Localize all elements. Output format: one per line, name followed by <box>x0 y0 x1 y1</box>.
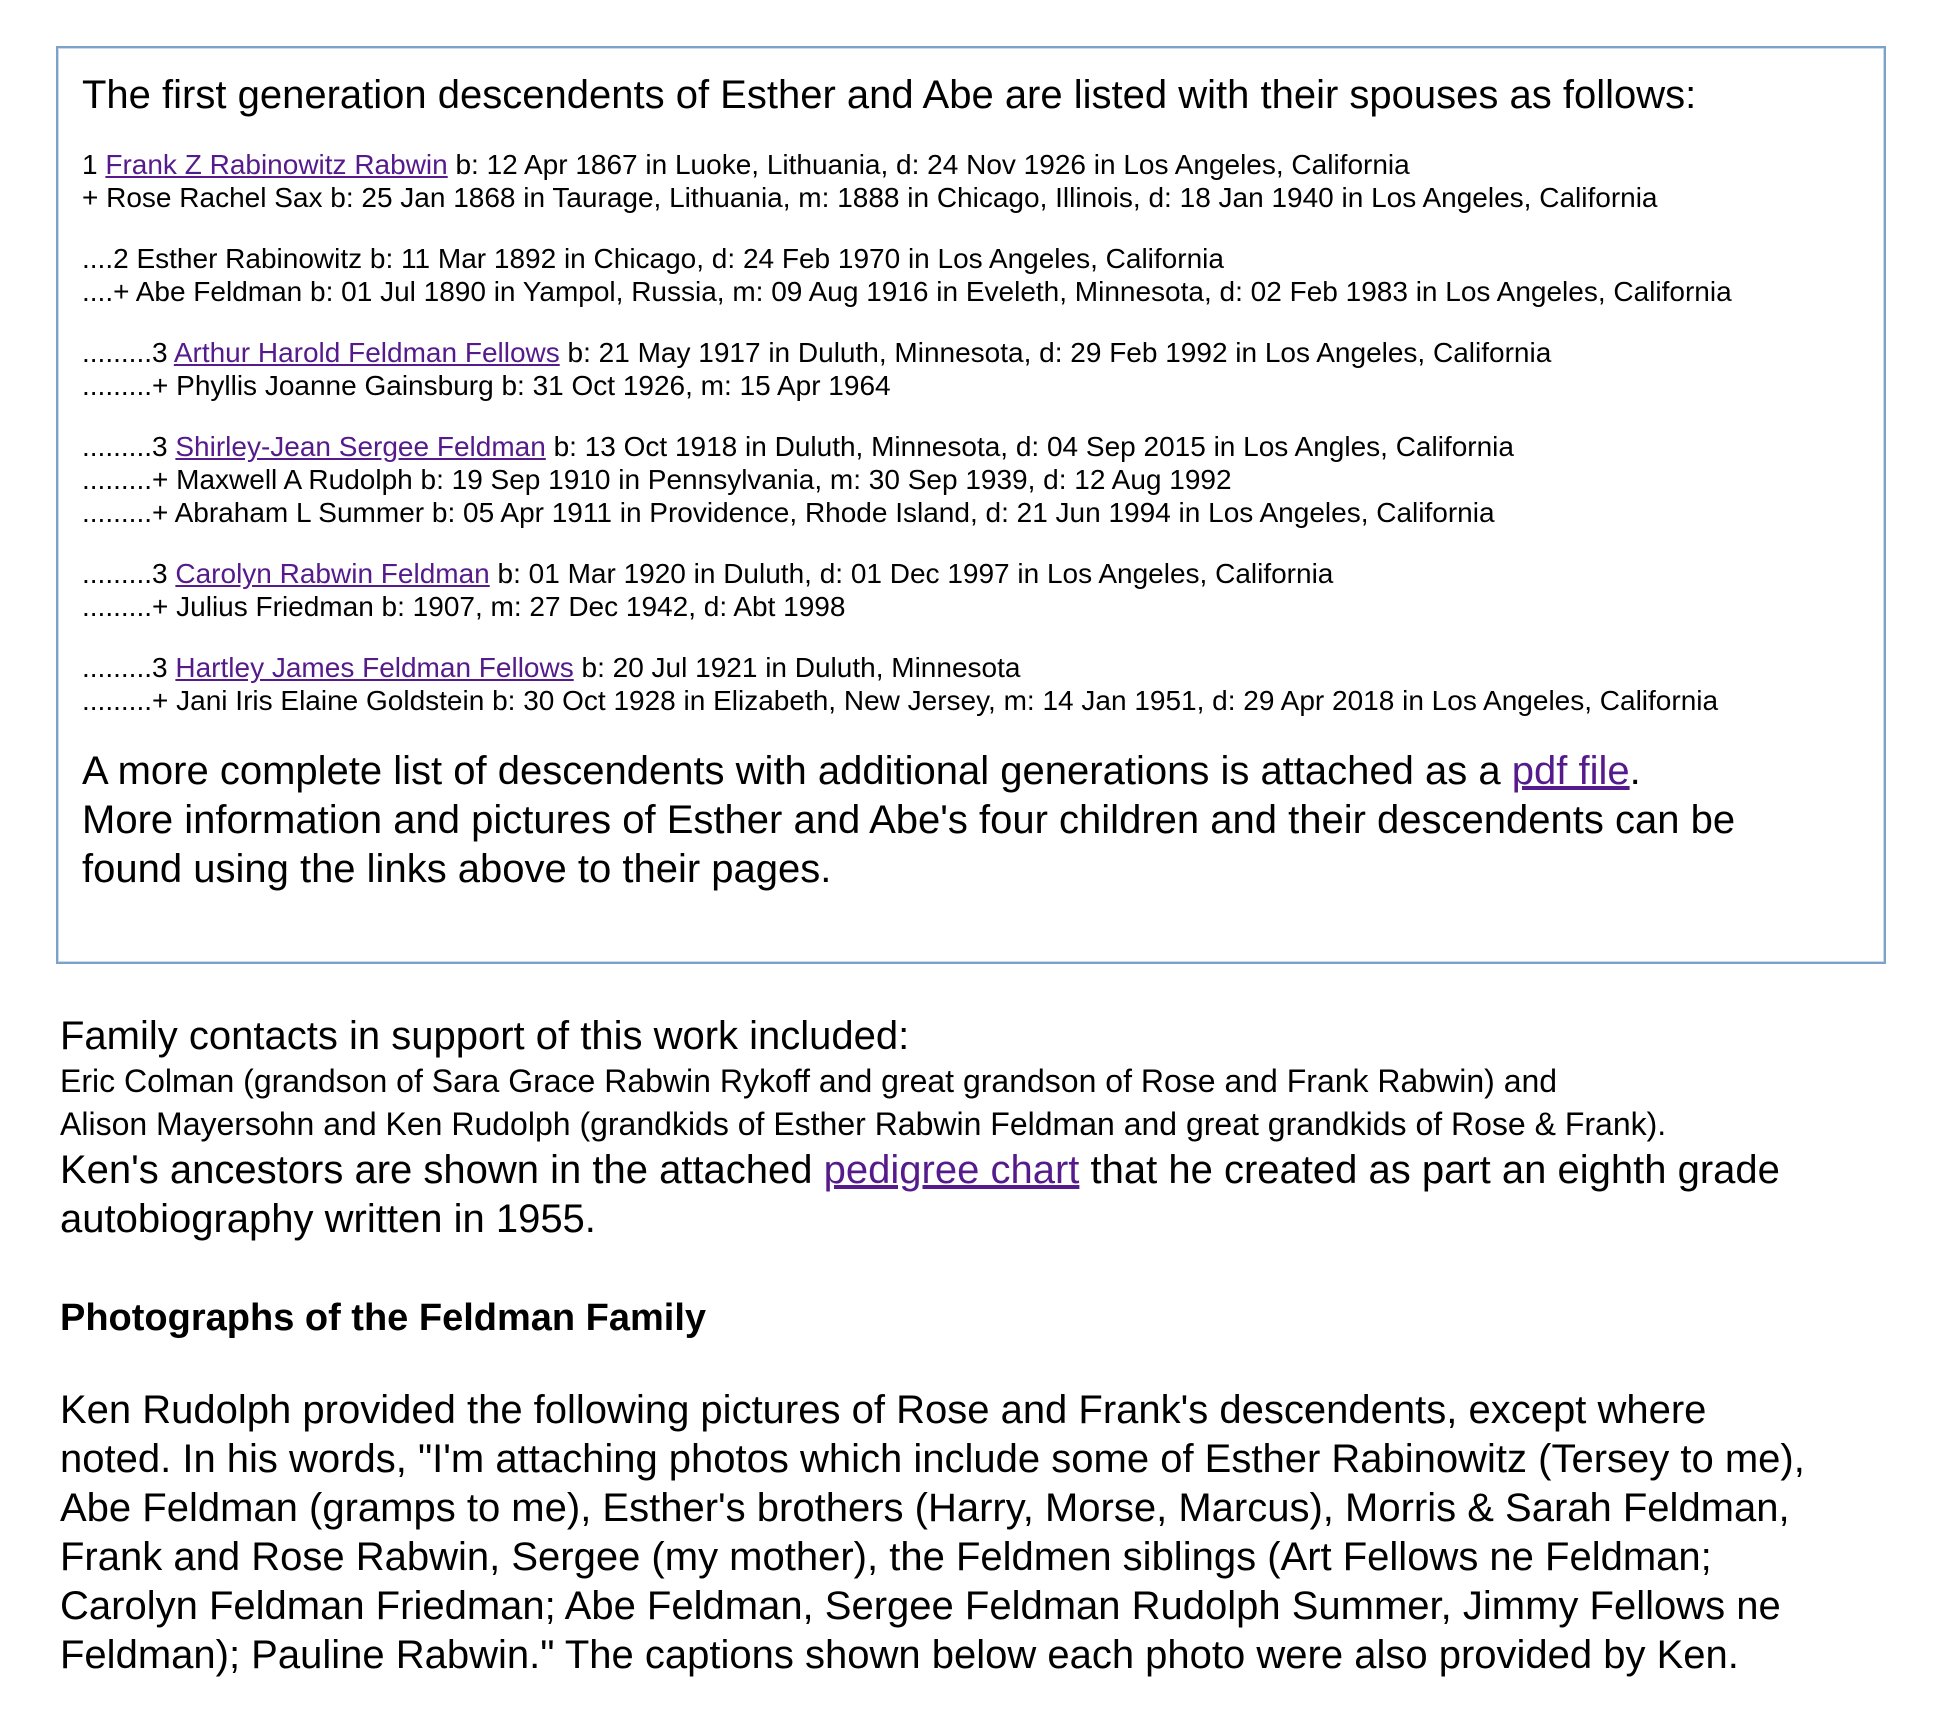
ancestors-text-after: that he created as part an eighth grade <box>1079 1148 1780 1192</box>
spouse-line: + Rose Rachel Sax b: 25 Jan 1868 in Taurage, Lithuania, m: 1888 in Chicago, Illinois, d: 18 Jan 1940 in Los Angeles, California <box>82 182 1658 213</box>
more-info-text: A more complete list of descendents with additional generations is attached as a <box>82 749 1512 793</box>
link-carolyn-feldman[interactable]: Carolyn Rabwin Feldman <box>175 558 490 589</box>
contacts-line-2: Alison Mayersohn and Ken Rudolph (grandkids of Esther Rabwin Feldman and great grandkids of Rose & Frank). <box>60 1106 1667 1142</box>
photos-paragraph <box>60 1386 1913 1680</box>
spouse-line: .........+ Abraham L Summer b: 05 Apr 1911 in Providence, Rhode Island, d: 21 Jun 1994 in Los Angeles, California <box>82 497 1495 528</box>
entry-frank <box>82 148 1864 214</box>
generation-prefix: .........3 <box>82 337 174 368</box>
spouse-line: .........+ Phyllis Joanne Gainsburg b: 31 Oct 1926, m: 15 Apr 1964 <box>82 370 891 401</box>
descendent-line <box>82 336 1864 369</box>
photos-paragraph-line: noted. In his words, "I'm attaching photos which include some of Esther Rabinowitz (Tersey to me), <box>60 1437 1805 1481</box>
generation-prefix: .........3 <box>82 558 176 589</box>
spouse-line: .........+ Jani Iris Elaine Goldstein b: 30 Oct 1928 in Elizabeth, New Jersey, m: 14 Jan 1951, d: 29 Apr 2018 in Los Angeles, California <box>82 685 1719 716</box>
more-info-line <box>82 747 1864 796</box>
ancestors-paragraph <box>60 1146 1913 1244</box>
descendent-details: b: 01 Mar 1920 in Duluth, d: 01 Dec 1997 in Los Angeles, California <box>489 558 1334 589</box>
descendent-line <box>82 148 1864 181</box>
descendent-line <box>82 430 1864 463</box>
more-info-line-3: found using the links above to their pages. <box>82 847 832 891</box>
spouse-line: ....+ Abe Feldman b: 01 Jul 1890 in Yampol, Russia, m: 09 Aug 1916 in Eveleth, Minnesota, d: 02 Feb 1983 in Los Angeles, California <box>82 276 1732 307</box>
entry-shirley <box>82 430 1864 529</box>
more-info-line-2: More information and pictures of Esther and Abe's four children and their descendents can be <box>82 798 1736 842</box>
descendent-details: b: 13 Oct 1918 in Duluth, Minnesota, d: 04 Sep 2015 in Los Angles, California <box>545 431 1514 462</box>
ancestors-line <box>60 1146 1913 1195</box>
photos-paragraph-line: Abe Feldman (gramps to me), Esther's brothers (Harry, Morse, Marcus), Morris & Sarah Feldman, <box>60 1486 1790 1530</box>
descendents-box <box>56 46 1886 964</box>
entry-hartley <box>82 651 1864 717</box>
descendent-details: b: 12 Apr 1867 in Luoke, Lithuania, d: 24 Nov 1926 in Los Angeles, California <box>447 149 1410 180</box>
more-info-paragraph <box>82 747 1864 894</box>
contacts-heading: Family contacts in support of this work included: <box>60 1014 910 1058</box>
link-shirley-feldman[interactable]: Shirley-Jean Sergee Feldman <box>175 431 546 462</box>
photos-paragraph-line: Feldman); Pauline Rabwin." The captions shown below each photo were also provided by Ken. <box>60 1633 1739 1677</box>
photos-paragraph-line: Carolyn Feldman Friedman; Abe Feldman, Sergee Feldman Rudolph Summer, Jimmy Fellows ne <box>60 1584 1781 1628</box>
link-frank-rabwin[interactable]: Frank Z Rabinowitz Rabwin <box>105 149 448 180</box>
pedigree-chart-link[interactable]: pedigree chart <box>823 1148 1080 1192</box>
pdf-file-link[interactable]: pdf file <box>1511 749 1630 793</box>
descendent-line <box>82 557 1864 590</box>
entry-esther <box>82 242 1864 308</box>
ancestors-line-2: autobiography written in 1955. <box>60 1197 596 1241</box>
link-hartley-fellows[interactable]: Hartley James Feldman Fellows <box>175 652 574 683</box>
ancestors-text: Ken's ancestors are shown in the attached <box>60 1148 824 1192</box>
photos-paragraph-line: Ken Rudolph provided the following pictures of Rose and Frank's descendents, except where <box>60 1388 1707 1432</box>
photos-heading: Photographs of the Feldman Family <box>60 1297 707 1339</box>
entry-arthur <box>82 336 1864 402</box>
spouse-line: .........+ Maxwell A Rudolph b: 19 Sep 1910 in Pennsylvania, m: 30 Sep 1939, d: 12 Aug 1992 <box>82 464 1232 495</box>
main-content <box>60 1012 1913 1680</box>
intro-text: The first generation descendents of Esther and Abe are listed with their spouses as follows: <box>82 73 1697 117</box>
descendent-details: b: 20 Jul 1921 in Duluth, Minnesota <box>573 652 1021 683</box>
contacts-line-1: Eric Colman (grandson of Sara Grace Rabwin Rykoff and great grandson of Rose and Frank Rabwin) and <box>60 1063 1558 1099</box>
photos-paragraph-line: Frank and Rose Rabwin, Sergee (my mother), the Feldmen siblings (Art Fellows ne Feldman; <box>60 1535 1712 1579</box>
spouse-line: .........+ Julius Friedman b: 1907, m: 27 Dec 1942, d: Abt 1998 <box>82 591 846 622</box>
entry-carolyn <box>82 557 1864 623</box>
more-info-period: . <box>1629 749 1641 793</box>
descendents-box-content <box>82 70 1864 894</box>
generation-prefix: .........3 <box>82 652 176 683</box>
generation-prefix: .........3 <box>82 431 176 462</box>
link-arthur-fellows[interactable]: Arthur Harold Feldman Fellows <box>173 337 560 368</box>
descendent-details: b: 21 May 1917 in Duluth, Minnesota, d: 29 Feb 1992 in Los Angeles, California <box>559 337 1552 368</box>
descendent-line <box>82 651 1864 684</box>
descendent-line: ....2 Esther Rabinowitz b: 11 Mar 1892 in Chicago, d: 24 Feb 1970 in Los Angeles, California <box>82 243 1224 274</box>
generation-prefix: 1 <box>82 149 106 180</box>
